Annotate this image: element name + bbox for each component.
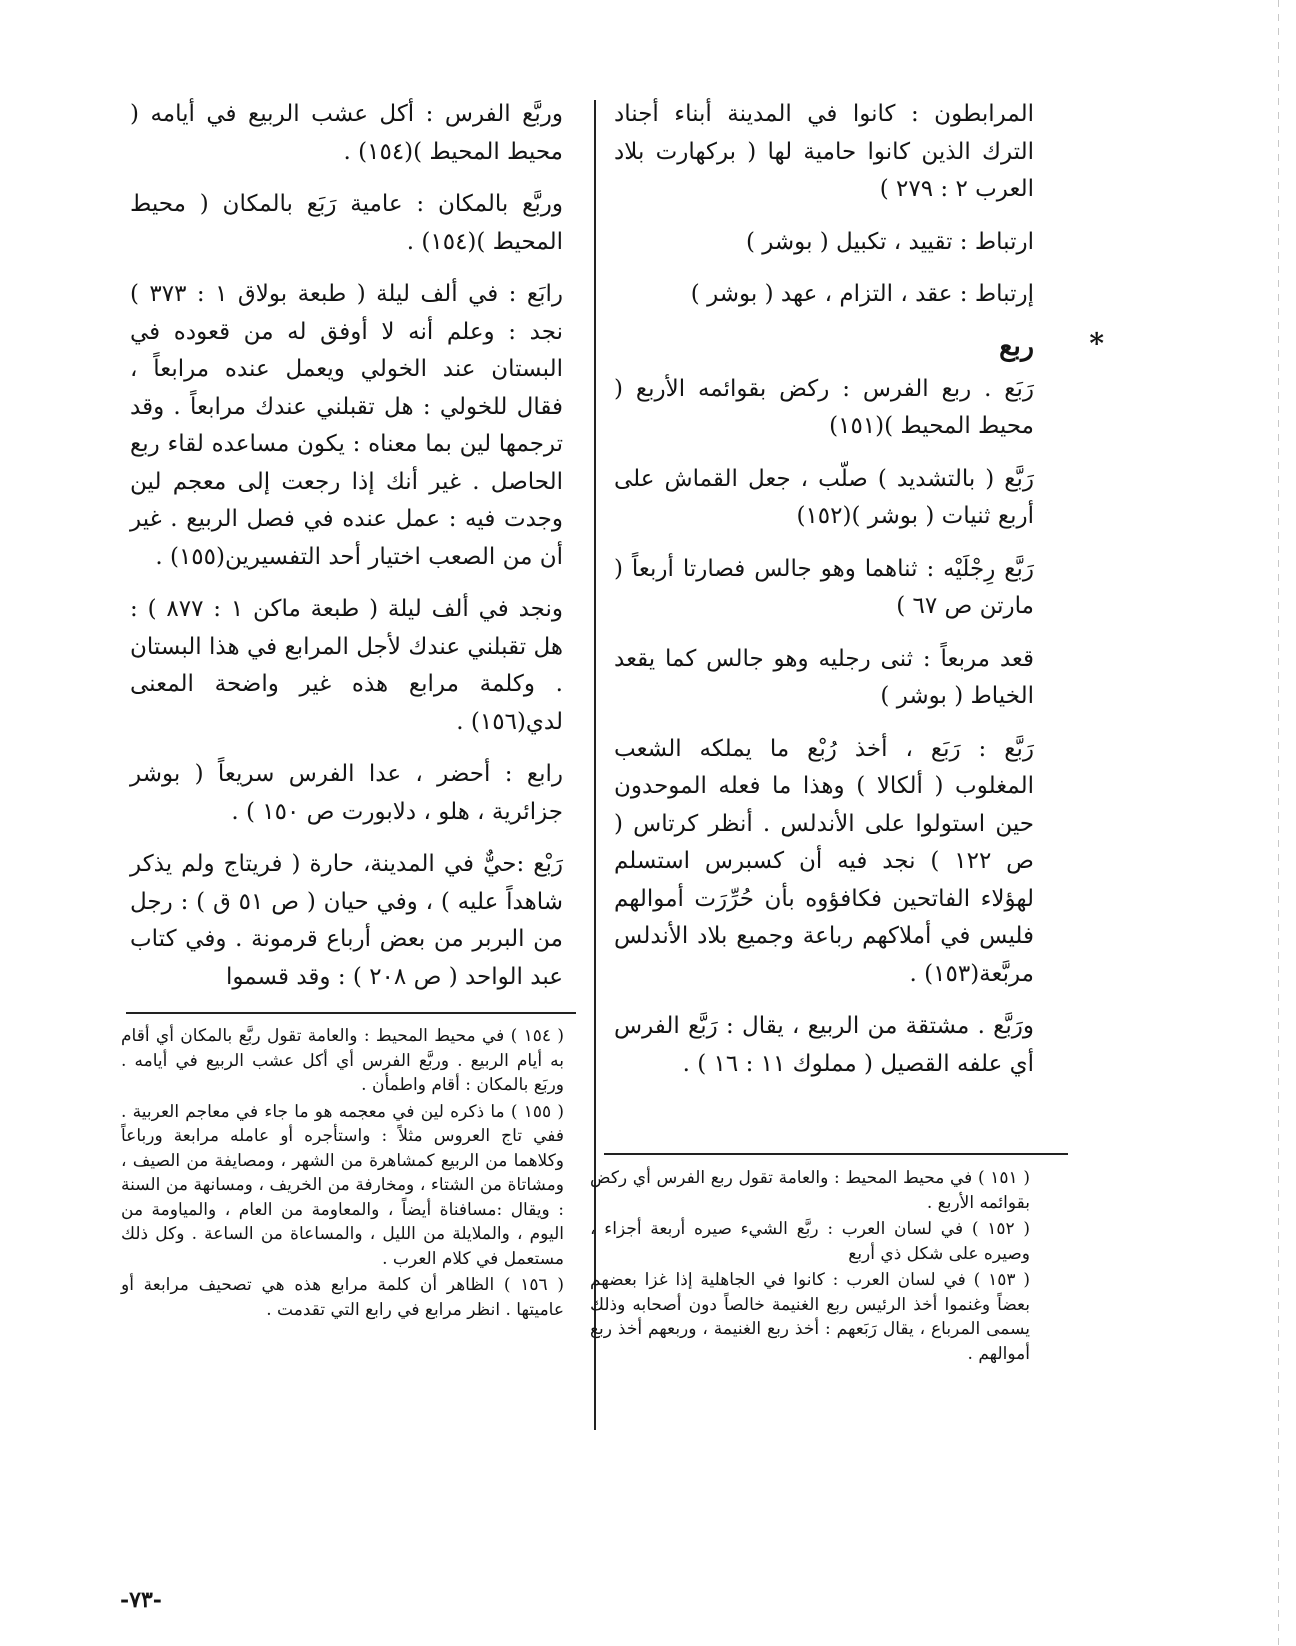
page-edge-shadow bbox=[1278, 0, 1279, 1646]
asterisk-icon: * bbox=[1089, 326, 1104, 360]
footnote-154: ( ١٥٤ ) في محيط المحيط : والعامة تقول ربَّع بالمكان أي أقام به أيام الربيع . وربَّع الفرس أي أكل عشب الربيع في أيامه . وربَع بالمكان : أقام واطمأن . bbox=[121, 1026, 564, 1095]
paragraph-rabaa-alf-layla: رابَع : في ألف ليلة ( طبعة بولاق ١ : ٣٧٣ ) نجد : وعلم أنه لا أوفق له من قعوده في البستان عند الخولي ويعمل عنده مرابعاً ، فقال للخولي : هل تقبلني عندك مرابعاً . وقد ترجمها لين بما معناه : يكون مساعده لقاء ربع الحاصل . غير أنك إذا رجعت إلى معجم لين وجدت فيه : عمل عنده في فصل الربيع . غير أن من الصعب اختيار أحد التفسيرين(١٥٥) . bbox=[130, 281, 563, 570]
page-number: -٧٣- bbox=[120, 1587, 162, 1613]
paragraph-rabbaa-rijlayh: رَبَّع رِجْلَيْه : ثناهما وهو جالس فصارتا أربعاً ( مارتن ص ٦٧ ) bbox=[614, 555, 1034, 619]
left-column bbox=[130, 96, 563, 1011]
paragraph-rabbaa-ushb: وربَّع الفرس : أكل عشب الربيع في أيامه ( محيط المحيط )(١٥٤) . bbox=[130, 101, 563, 165]
entry-heading-row bbox=[614, 326, 1104, 371]
footnote-156: ( ١٥٦ ) الظاهر أن كلمة مرابع هذه هي تصحيف مرابعة أو عاميتها . انظر مرابع في رابع التي تقدمت . bbox=[121, 1275, 564, 1320]
footnote-153: ( ١٥٣ ) في لسان العرب : كانوا في الجاهلية إذا غزا بعضهم بعضاً وغنموا أخذ الرئيس ربع الغنيمة خالصاً دون أصحابه وذلك يسمى المرباع ، يقال رَبَعهم : أخذ ربع الغنيمة ، وربعهم أخذ ربع أموالهم . bbox=[590, 1270, 1030, 1364]
footnote-rule-left bbox=[126, 1012, 576, 1014]
paragraph-qaad-murabbaan: قعد مربعاً : ثنى رجليه وهو جالس كما يقعد الخياط ( بوشر ) bbox=[614, 645, 1034, 709]
paragraph-irtibat-2: إرتباط : عقد ، التزام ، عهد ( بوشر ) bbox=[690, 281, 1034, 307]
paragraph-rabbaa-rabi: ورَبَّع . مشتقة من الربيع ، يقال : رَبَّع الفرس أي علفه القصيل ( مملوك ١١ : ١٦ ) . bbox=[614, 1013, 1034, 1077]
entry-heading: ربع bbox=[999, 330, 1034, 362]
paragraph-rab-hayy: رَبْع :حيٌّ في المدينة، حارة ( فريتاج ولم يذكر شاهداً عليه ) ، وفي حيان ( ص ٥١ ق ) : رجل من البربر من بعض أرباع قرمونة . وفي كتاب عبد الواحد ( ص ٢٠٨ ) : وقد قسموا bbox=[130, 851, 563, 990]
paragraph-murabitun: المرابطون : كانوا في المدينة أبناء أجناد الترك الذين كانوا حامية لها ( بركهارت بلاد العرب ٢ : ٢٧٩ ) bbox=[614, 101, 1034, 202]
footnote-155: ( ١٥٥ ) ما ذكره لين في معجمه هو ما جاء في معاجم العربية . ففي تاج العروس مثلاً : واستأجره أو عامله مرابعة ورباعاً وكلاهما من الربيع كمشاهرة من الشهر ، ومصايفة من الصيف ، ومشاتاة من الشتاء ، ومخارفة من الخريف ، ومسانهة من السنة : ويقال :مسافناة أيضاً ، والمعاومة من العام ، والمياومة من اليوم ، والملايلة من الليل ، والمساعاة من الساعة . وكل ذلك مستعمل في كلام العرب . bbox=[121, 1101, 564, 1269]
footnote-151: ( ١٥١ ) في محيط المحيط : والعامة تقول ربع الفرس أي ركض بقوائمه الأربع . bbox=[590, 1168, 1031, 1213]
paragraph-rabbaa-makan: وربَّع بالمكان : عامية رَبَع بالمكان ( محيط المحيط )(١٥٤) . bbox=[130, 191, 563, 255]
footnotes-left bbox=[121, 1024, 564, 1324]
paragraph-rabaa-faras: رَبَع . ربع الفرس : ركض بقوائمه الأربع ( محيط المحيط )(١٥١) bbox=[614, 375, 1034, 439]
paragraph-rabbaa-rub: رَبَّع : رَبَع ، أخذ رُبْع ما يملكه الشعب المغلوب ( ألكالا ) وهذا ما فعله الموحدون حين استولوا على الأندلس . أنظر كرتاس ( ص ١٢٢ ) نجد فيه أن كسبرس استسلم لهؤلاء الفاتحين فكافؤوه بأن حُرِّرَت أموالهم فليس في أملاكهم رباعة وجميع بلاد الأندلس مربَّعة(١٥٣) . bbox=[614, 735, 1034, 987]
footnote-rule-right bbox=[604, 1153, 1068, 1155]
paragraph-murabi-bustan: ونجد في ألف ليلة ( طبعة ماكن ١ : ٨٧٧ ) : هل تقبلني عندك لأجل المرابع في هذا البستان . وكلمة مرابع هذه غير واضحة المعنى لدي(١٥٦) . bbox=[130, 596, 563, 735]
footnotes-right bbox=[590, 1166, 1030, 1368]
right-column bbox=[614, 96, 1104, 1098]
paragraph-rabbaa-tashdid: رَبَّع ( بالتشديد ) صلّب ، جعل القماش على أربع ثنيات ( بوشر )(١٥٢) bbox=[614, 465, 1034, 529]
footnote-152: ( ١٥٢ ) في لسان العرب : ربَّع الشيء صيره أربعة أجزاء ، وصيره على شكل ذي أربع bbox=[590, 1219, 1030, 1264]
paragraph-irtibat-1: ارتباط : تقييد ، تكبيل ( بوشر ) bbox=[745, 228, 1034, 255]
paragraph-rabaa-ahdar: رابع : أحضر ، عدا الفرس سريعاً ( بوشر جزائرية ، هلو ، دلابورت ص ١٥٠ ) . bbox=[130, 761, 563, 825]
